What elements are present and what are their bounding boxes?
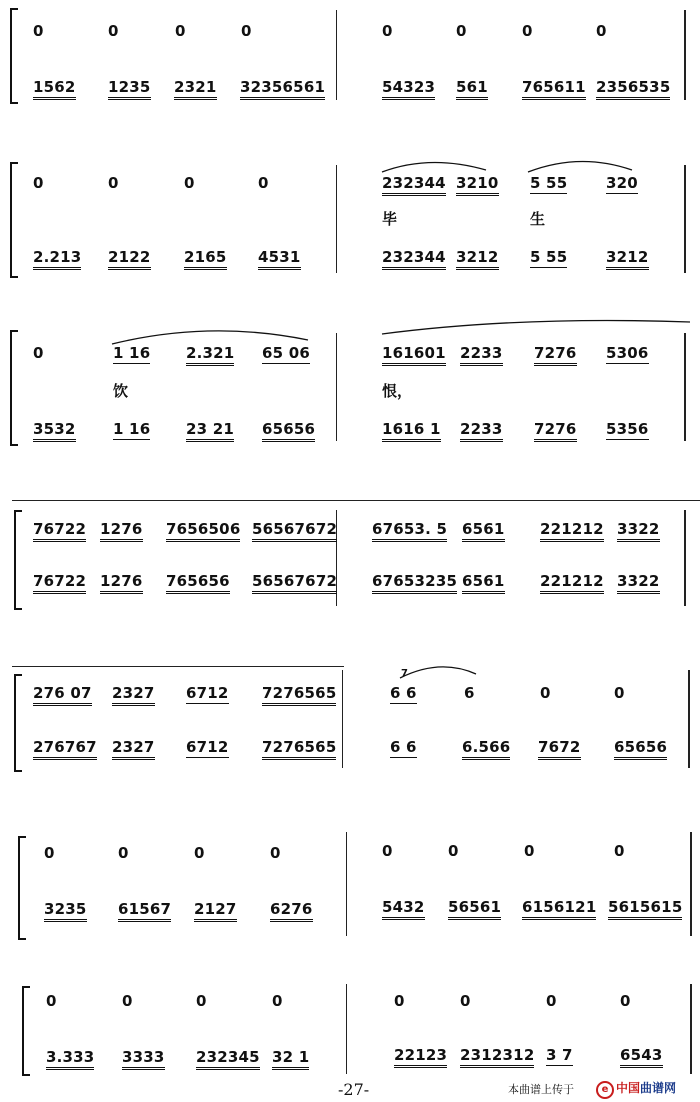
note-group: 0: [382, 22, 393, 40]
note-group: 0: [175, 22, 186, 40]
note-group: 4531: [258, 248, 301, 270]
note-group: 1562: [33, 78, 76, 100]
note-group: 56567672: [252, 572, 337, 594]
note-group: 2312312: [460, 1046, 534, 1068]
note-group: 3235: [44, 900, 87, 922]
note-group: 232345: [196, 1048, 260, 1070]
note-group: 0: [546, 992, 557, 1010]
note-group: 1235: [108, 78, 151, 100]
system-brace: [14, 510, 22, 610]
note-group: 2127: [194, 900, 237, 922]
note-group: 22123: [394, 1046, 447, 1068]
note-group: 67653235: [372, 572, 457, 594]
note-group: 0: [456, 22, 467, 40]
note-group: 3333: [122, 1048, 165, 1070]
note-group: 161601: [382, 344, 446, 366]
note-group: 7276: [534, 420, 577, 442]
note-group: 0: [448, 842, 459, 860]
slur-marks: [0, 650, 700, 690]
note-group: 6156121: [522, 898, 596, 920]
note-group: 0: [122, 992, 133, 1010]
note-group: 1 16: [113, 344, 151, 362]
note-group: 765611: [522, 78, 586, 100]
note-group: 0: [524, 842, 535, 860]
note-group: 6561: [462, 520, 505, 542]
note-group: 276767: [33, 738, 97, 760]
note-group: 7276565: [262, 684, 336, 706]
note-group: 0: [394, 992, 405, 1010]
note-group: 0: [44, 844, 55, 862]
note-group: 2321: [174, 78, 217, 100]
note-group: 0: [196, 992, 207, 1010]
note-group: 0: [522, 22, 533, 40]
end-barline: [684, 10, 686, 100]
note-group: 1 16: [113, 420, 151, 438]
lyric-text: 生: [530, 210, 546, 228]
lyric-text: 毕: [382, 210, 398, 228]
score-system-6: [0, 826, 700, 944]
note-group: 0: [460, 992, 471, 1010]
score-system-5: [0, 650, 700, 776]
barline: [346, 984, 347, 1074]
page-number: -27-: [338, 1080, 370, 1099]
note-group: 61567: [118, 900, 171, 922]
note-group: 2233: [460, 420, 503, 442]
note-group: 76722: [33, 572, 86, 594]
system-brace: [22, 986, 30, 1076]
note-group: 7672: [538, 738, 581, 760]
note-group: 2165: [184, 248, 227, 270]
section-rule: [12, 500, 700, 501]
note-group: 6712: [186, 684, 229, 702]
note-group: 561: [456, 78, 488, 100]
note-group: 6561: [462, 572, 505, 594]
note-group: 0: [540, 684, 551, 702]
note-group: 76722: [33, 520, 86, 542]
end-barline: [690, 832, 692, 936]
note-group: 0: [241, 22, 252, 40]
note-group: 320: [606, 174, 638, 192]
note-group: 6712: [186, 738, 229, 756]
note-group: 65656: [262, 420, 315, 442]
note-group: 56567672: [252, 520, 337, 542]
note-group: 0: [270, 844, 281, 862]
note-group: 5 55: [530, 174, 568, 192]
logo-e-icon: e: [596, 1081, 614, 1099]
upload-note: 本曲谱上传于: [508, 1083, 574, 1096]
note-group: 32356561: [240, 78, 325, 100]
note-group: 6: [464, 684, 475, 702]
note-group: 5432: [382, 898, 425, 920]
grace-note: 7: [401, 668, 409, 679]
note-group: 2.321: [186, 344, 234, 366]
end-barline: [690, 984, 692, 1074]
system-brace: [10, 8, 18, 104]
note-group: 0: [33, 22, 44, 40]
note-group: 2327: [112, 738, 155, 760]
slur-marks: [0, 150, 700, 190]
note-group: 2.213: [33, 248, 81, 270]
note-group: 6543: [620, 1046, 663, 1068]
score-system-3: [0, 318, 700, 448]
note-group: 6276: [270, 900, 313, 922]
note-group: 2122: [108, 248, 151, 270]
note-group: 0: [108, 22, 119, 40]
note-group: 2327: [112, 684, 155, 706]
note-group: 232344: [382, 174, 446, 196]
note-group: 0: [33, 174, 44, 192]
note-group: 6 6: [390, 684, 417, 702]
note-group: 0: [620, 992, 631, 1010]
logo-text-blue: 曲谱网: [640, 1081, 677, 1095]
score-system-1: [0, 0, 700, 110]
note-group: 6 6: [390, 738, 417, 756]
note-group: 5 55: [530, 248, 568, 266]
score-system-7: [0, 976, 700, 1076]
note-group: 1616 1: [382, 420, 441, 442]
note-group: 0: [118, 844, 129, 862]
lyric-text: 恨，: [382, 382, 413, 400]
note-group: 65656: [614, 738, 667, 760]
note-group: 0: [46, 992, 57, 1010]
note-group: 7276: [534, 344, 577, 366]
score-system-2: [0, 150, 700, 280]
note-group: 0: [614, 684, 625, 702]
note-group: 3322: [617, 520, 660, 542]
score-system-4: [0, 496, 700, 614]
note-group: 67653. 5: [372, 520, 447, 542]
note-group: 7276565: [262, 738, 336, 760]
note-group: 3322: [617, 572, 660, 594]
note-group: 32 1: [272, 1048, 309, 1070]
note-group: 0: [382, 842, 393, 860]
barline: [336, 10, 337, 100]
note-group: 23 21: [186, 420, 234, 442]
note-group: 6.566: [462, 738, 510, 760]
note-group: 3212: [606, 248, 649, 270]
note-group: 2233: [460, 344, 503, 366]
note-group: 1276: [100, 572, 143, 594]
note-group: 5356: [606, 420, 649, 438]
note-group: 2356535: [596, 78, 670, 100]
site-logo[interactable]: [596, 1079, 676, 1099]
note-group: 0: [258, 174, 269, 192]
note-group: 54323: [382, 78, 435, 100]
note-group: 7656506: [166, 520, 240, 542]
note-group: 0: [184, 174, 195, 192]
note-group: 1276: [100, 520, 143, 542]
barline: [346, 832, 347, 936]
note-group: 0: [596, 22, 607, 40]
note-group: 5306: [606, 344, 649, 362]
note-group: 276 07: [33, 684, 92, 706]
note-group: 221212: [540, 520, 604, 542]
lyric-text: 饮: [113, 382, 129, 400]
note-group: 3 7: [546, 1046, 573, 1064]
note-group: 3210: [456, 174, 499, 196]
note-group: 0: [614, 842, 625, 860]
note-group: 3.333: [46, 1048, 94, 1070]
end-barline: [684, 510, 686, 606]
system-brace: [18, 836, 26, 940]
note-group: 221212: [540, 572, 604, 594]
note-group: 0: [33, 344, 44, 362]
note-group: 765656: [166, 572, 230, 594]
note-group: 0: [108, 174, 119, 192]
note-group: 5615615: [608, 898, 682, 920]
note-group: 65 06: [262, 344, 310, 362]
slur-marks: [0, 318, 700, 358]
note-group: 3212: [456, 248, 499, 270]
note-group: 3532: [33, 420, 76, 442]
note-group: 56561: [448, 898, 501, 920]
note-group: 0: [272, 992, 283, 1010]
note-group: 0: [194, 844, 205, 862]
note-group: 232344: [382, 248, 446, 270]
logo-text-red: 中国: [616, 1081, 641, 1095]
